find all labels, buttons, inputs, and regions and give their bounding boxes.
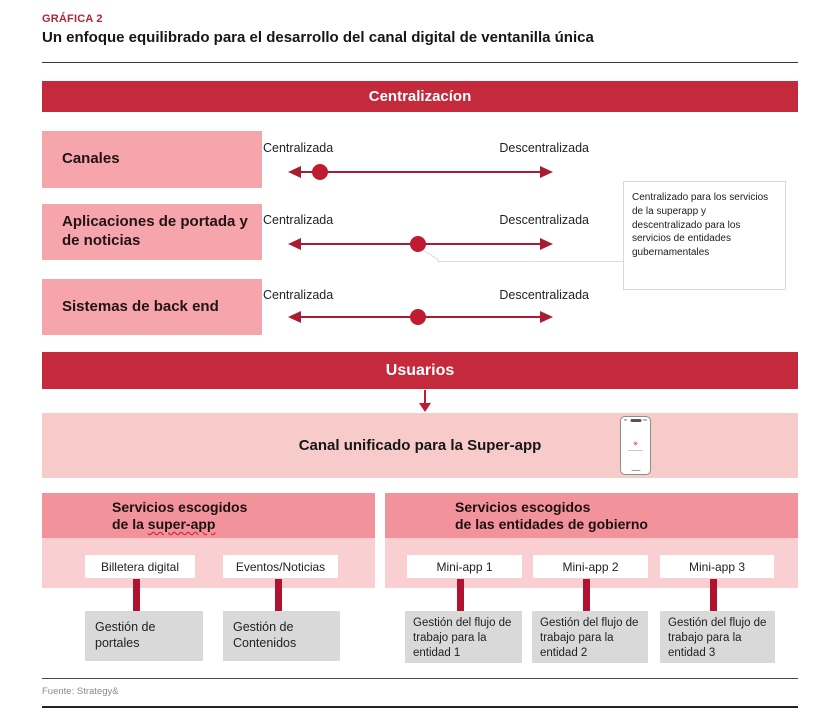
app-box-miniapp2: Mini-app 2 bbox=[533, 555, 648, 578]
figure-title: Un enfoque equilibrado para el desarrollo del canal digital de ventanilla única bbox=[42, 29, 594, 46]
government-section-title: Servicios escogidos de las entidades de gobierno bbox=[385, 493, 798, 538]
callout-note: Centralizado para los servicios de la superapp y descentralizado para los servicios de entidades gubernamentales bbox=[623, 181, 786, 290]
system-box-entidad3: Gestión del flujo de trabajo para la entidad 3 bbox=[660, 611, 775, 663]
system-box-portales: Gestión de portales bbox=[85, 611, 203, 661]
arrow-left-head-icon bbox=[288, 166, 301, 178]
scale-right-label: Descentralizada bbox=[499, 213, 589, 227]
down-arrow-stem bbox=[424, 390, 426, 403]
arrow-left-head-icon bbox=[288, 238, 301, 250]
scale-right-label: Descentralizada bbox=[499, 288, 589, 302]
bottom-rule bbox=[42, 706, 798, 708]
footer-divider bbox=[42, 678, 798, 679]
scale-right-label: Descentralizada bbox=[499, 141, 589, 155]
source-note: Fuente: Strategy& bbox=[42, 686, 119, 697]
unified-channel-label: Canal unificado para la Super-app bbox=[298, 437, 542, 454]
system-box-contenidos: Gestión de Contenidos bbox=[223, 611, 340, 661]
row-label-backend: Sistemas de back end bbox=[42, 279, 262, 335]
arrow-line bbox=[297, 171, 544, 173]
spectrum-arrow-row1 bbox=[288, 164, 553, 180]
row-label-aplicaciones: Aplicaciones de portada y de noticias bbox=[42, 204, 262, 260]
arrow-right-head-icon bbox=[540, 238, 553, 250]
connector-eventos bbox=[275, 579, 282, 612]
callout-connector-line bbox=[437, 261, 623, 262]
row-label-canales: Canales bbox=[42, 131, 262, 188]
figure-eyebrow: GRÁFICA 2 bbox=[42, 13, 103, 25]
scale-left-label: Centralizada bbox=[263, 213, 334, 227]
position-dot-row3 bbox=[410, 309, 426, 325]
connector-billetera bbox=[133, 579, 140, 612]
position-dot-row1 bbox=[312, 164, 328, 180]
spectrum-arrow-row2 bbox=[288, 236, 553, 252]
unified-channel-box bbox=[42, 413, 798, 478]
users-banner: Usuarios bbox=[42, 352, 798, 389]
arrow-left-head-icon bbox=[288, 311, 301, 323]
system-box-entidad1: Gestión del flujo de trabajo para la entidad 1 bbox=[405, 611, 522, 663]
scale-left-label: Centralizada bbox=[263, 288, 334, 302]
superapp-section bbox=[42, 493, 375, 588]
app-box-billetera: Billetera digital bbox=[85, 555, 195, 578]
superapp-underlined-word: super-app bbox=[147, 516, 216, 532]
app-box-eventos: Eventos/Noticias bbox=[223, 555, 338, 578]
scale-labels-row1 bbox=[263, 141, 589, 155]
system-box-entidad2: Gestión del flujo de trabajo para la entidad 2 bbox=[532, 611, 648, 663]
scale-left-label: Centralizada bbox=[263, 141, 334, 155]
spectrum-arrow-row3 bbox=[288, 309, 553, 325]
connector-miniapp1 bbox=[457, 579, 464, 612]
app-box-miniapp1: Mini-app 1 bbox=[407, 555, 522, 578]
superapp-section-title: Servicios escogidos de la super-app bbox=[42, 493, 375, 538]
arrow-right-head-icon bbox=[540, 166, 553, 178]
down-arrow-icon bbox=[419, 403, 431, 412]
connector-miniapp2 bbox=[583, 579, 590, 612]
government-section bbox=[385, 493, 798, 588]
arrow-right-head-icon bbox=[540, 311, 553, 323]
smartphone-icon: ✳ bbox=[620, 416, 651, 475]
centralization-banner: Centralizacíon bbox=[42, 81, 798, 112]
scale-labels-row2 bbox=[263, 213, 589, 227]
scale-labels-row3 bbox=[263, 288, 589, 302]
app-box-miniapp3: Mini-app 3 bbox=[660, 555, 774, 578]
top-divider bbox=[42, 62, 798, 63]
connector-miniapp3 bbox=[710, 579, 717, 612]
